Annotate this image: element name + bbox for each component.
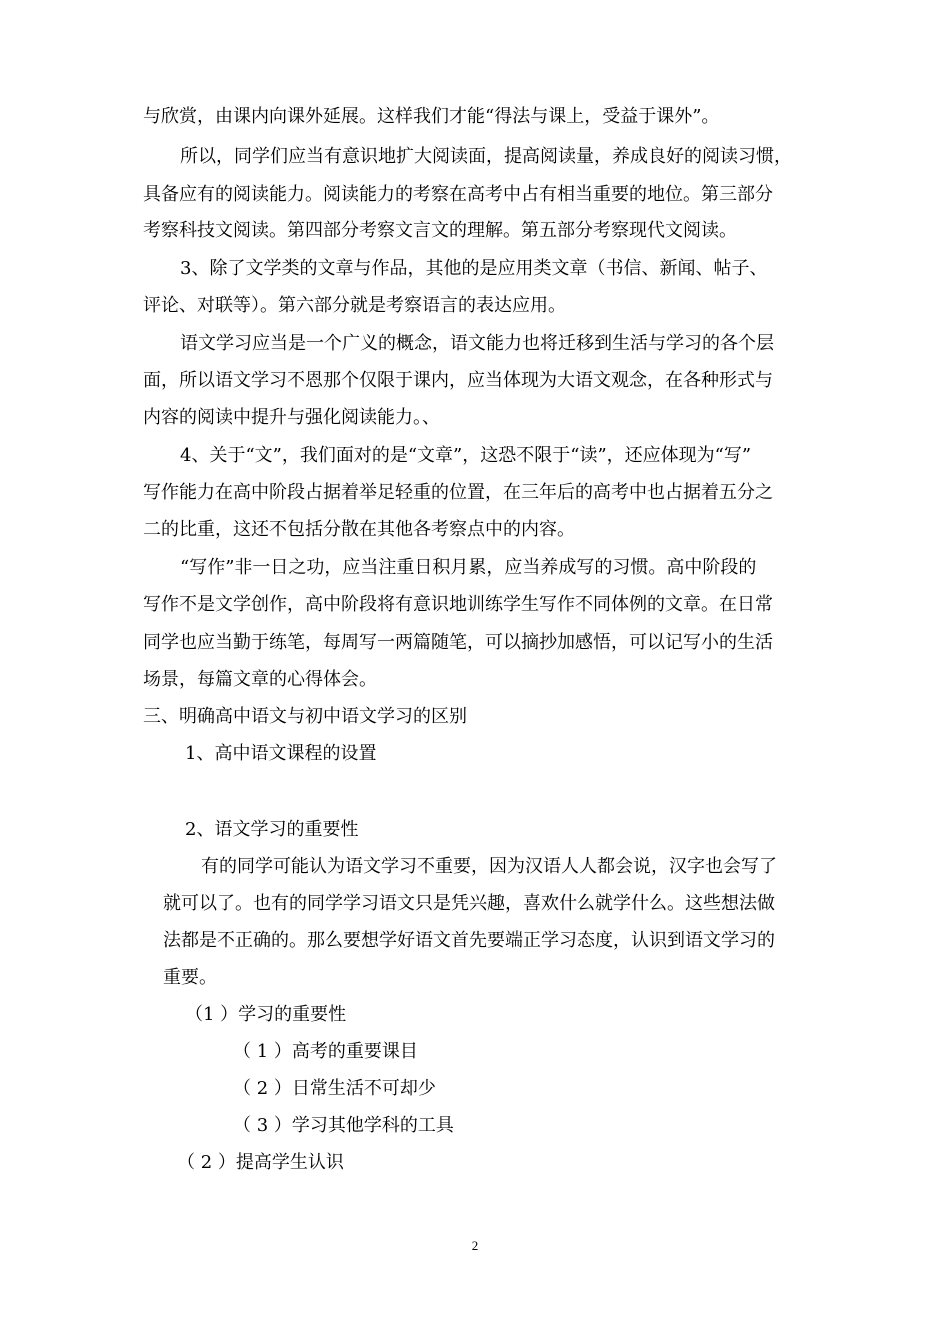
text-line: 评论、对联等）。第六部分就是考察语言的表达应用。 [143,295,566,316]
text-line: “写作”非一日之功，应当注重日积月累，应当养成写的习惯。高中阶段的 [180,557,757,578]
text-line: 具备应有的阅读能力。阅读能力的考察在高考中占有相当重要的地位。第三部分 [143,184,773,205]
list-item: （ 2 ）日常生活不可却少 [233,1078,436,1099]
subsection-heading: 1、高中语文课程的设置 [185,743,377,764]
list-item: （ 3 ）学习其他学科的工具 [233,1115,454,1136]
text-line: 3、除了文学类的文章与作品，其他的是应用类文章（书信、新闻、帖子、 [180,258,768,279]
text-line: 重要。 [163,967,217,988]
text-line: 写作不是文学创作，高中阶段将有意识地训练学生写作不同体例的文章。在日常 [143,594,773,615]
section-heading: 三、明确高中语文与初中语文学习的区别 [143,706,467,727]
text-line: 4、关于“文”，我们面对的是“文章”，这恐不限于“读”，还应体现为“写” [180,445,752,466]
text-line: 与欣赏，由课内向课外延展。这样我们才能“得法与课上，受益于课外”。 [143,106,720,127]
text-line: 所以，同学们应当有意识地扩大阅读面，提高阅读量，养成良好的阅读习惯， [180,146,792,167]
text-line: 有的同学可能认为语文学习不重要，因为汉语人人都会说，汉字也会写了 [201,856,777,877]
subsection-heading: 2、语文学习的重要性 [185,819,359,840]
text-line: 面，所以语文学习不恩那个仅限于课内，应当体现为大语文观念，在各种形式与 [143,370,773,391]
text-line: 场景，每篇文章的心得体会。 [143,669,377,690]
list-heading: （ 2 ）提高学生认识 [177,1152,344,1173]
text-line: 二的比重，这还不包括分散在其他各考察点中的内容。 [143,519,575,540]
page-number: 2 [471,1238,479,1253]
text-line: 语文学习应当是一个广义的概念，语文能力也将迁移到生活与学习的各个层 [180,333,774,354]
list-heading: （1 ）学习的重要性 [185,1004,347,1025]
text-line: 考察科技文阅读。第四部分考察文言文的理解。第五部分考察现代文阅读。 [143,220,737,241]
text-line: 内容的阅读中提升与强化阅读能力。、 [143,407,440,428]
text-line: 法都是不正确的。那么要想学好语文首先要端正学习态度，认识到语文学习的 [163,930,775,951]
text-line: 写作能力在高中阶段占据着举足轻重的位置，在三年后的高考中也占据着五分之 [143,482,773,503]
list-item: （ 1 ）高考的重要课目 [233,1041,418,1062]
text-line: 同学也应当勤于练笔，每周写一两篇随笔，可以摘抄加感悟，可以记写小的生活 [143,632,773,653]
text-line: 就可以了。也有的同学学习语文只是凭兴趣，喜欢什么就学什么。这些想法做 [163,893,775,914]
